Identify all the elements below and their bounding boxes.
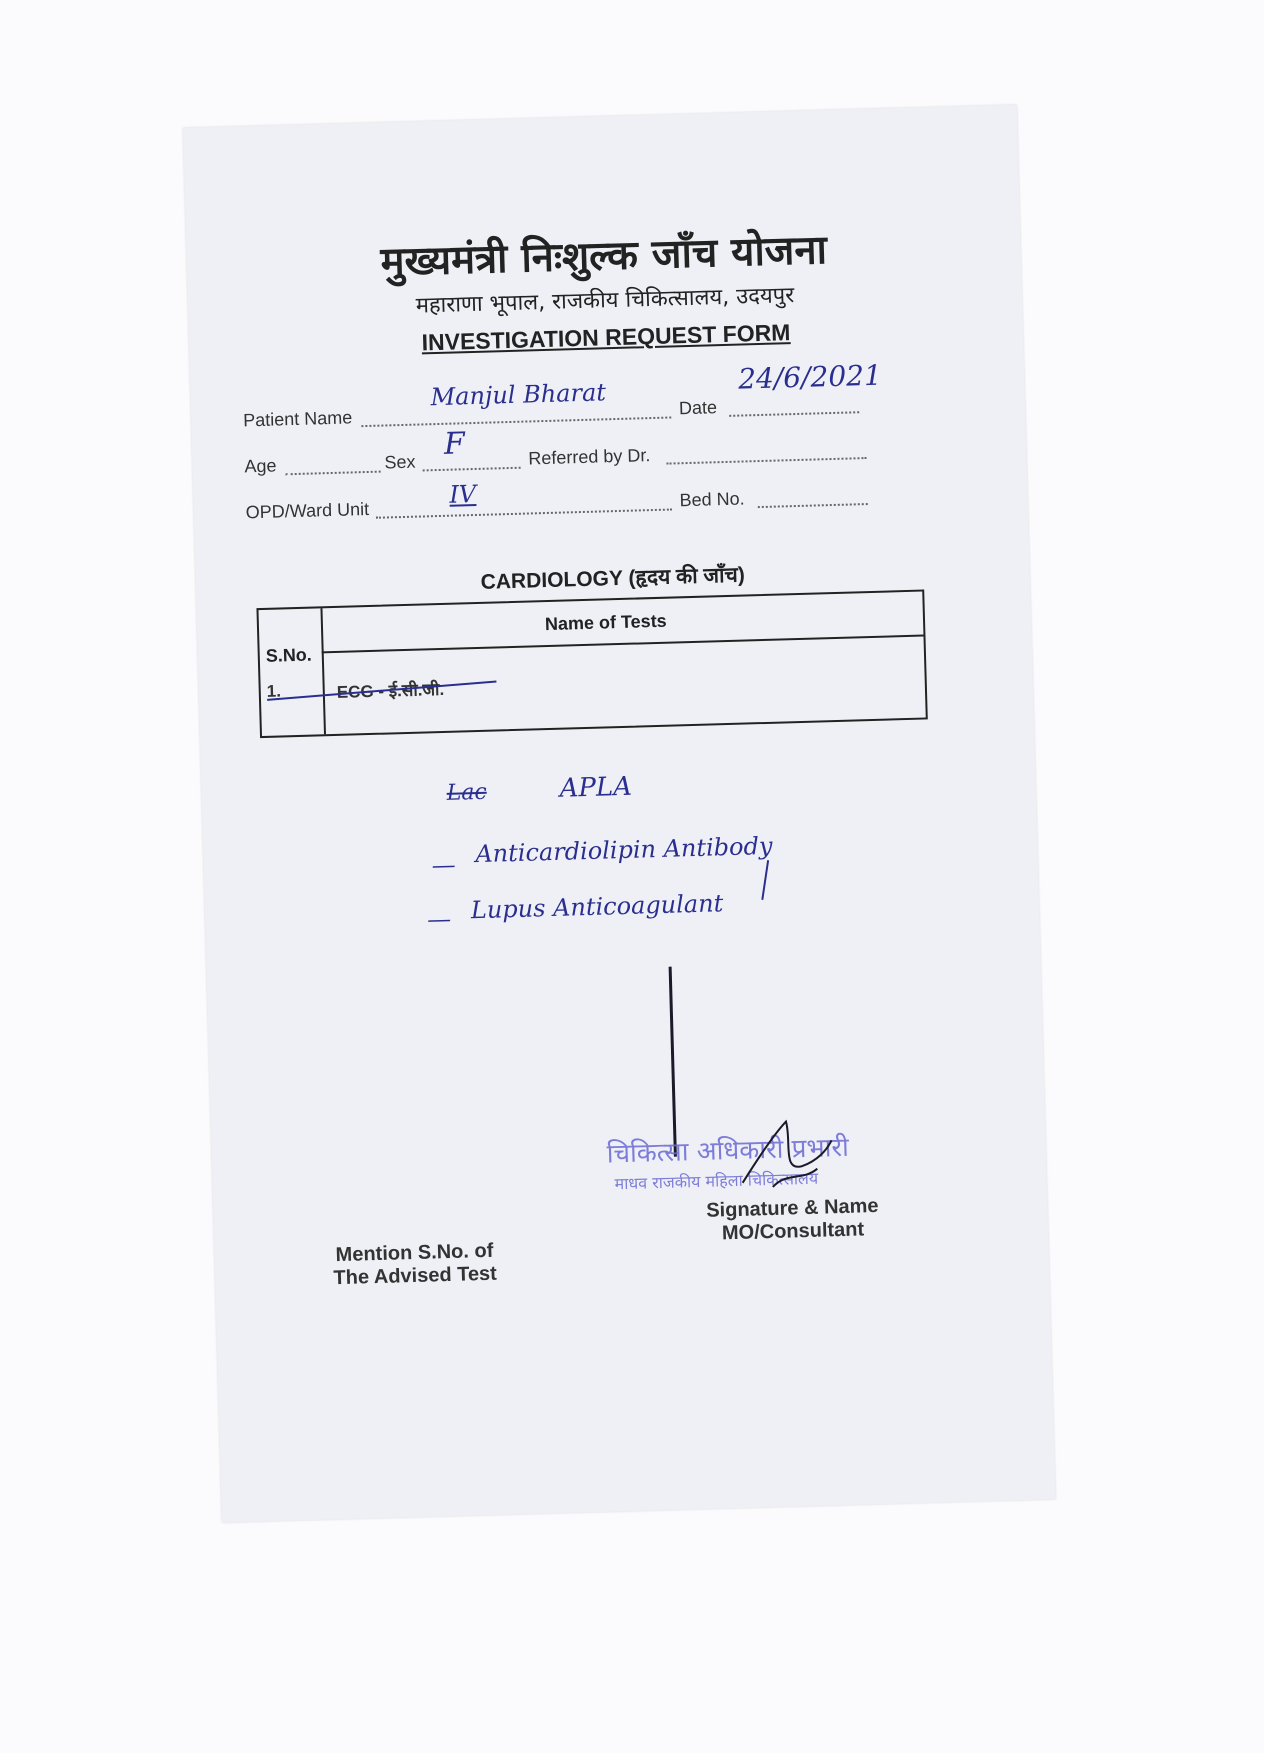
date-line xyxy=(729,411,859,417)
table-row xyxy=(266,675,506,702)
handwritten-signature xyxy=(731,1110,843,1203)
hospital-name: महाराणा भूपाल, राजकीय चिकित्सालय, उदयपुर xyxy=(415,283,795,319)
patient-name-value: Manjul Bharat xyxy=(430,378,607,412)
referred-by-line xyxy=(667,457,867,465)
table-row-divider xyxy=(322,635,924,654)
patient-name-line xyxy=(361,416,671,427)
referred-by-label: Referred by Dr. xyxy=(528,445,651,469)
mention-sno-note: Mention S.No. of The Advised Test xyxy=(333,1239,498,1290)
row-test: ECG - ई.सी.जी. xyxy=(336,679,445,702)
form-title: INVESTIGATION REQUEST FORM xyxy=(421,319,791,356)
bed-no-label: Bed No. xyxy=(679,488,745,511)
sex-value: F xyxy=(443,426,466,462)
section-title: CARDIOLOGY (हृदय की जाँच) xyxy=(480,563,746,594)
note-item-2: Lupus Anticoagulant xyxy=(470,889,724,925)
bed-no-line xyxy=(758,503,868,508)
date-value: 24/6/2021 xyxy=(737,358,883,396)
note-item-1: Anticardiolipin Antibody xyxy=(474,831,773,869)
sno-header: S.No. xyxy=(265,644,313,666)
struck-note: Lac xyxy=(446,779,488,806)
investigation-request-form xyxy=(183,105,1056,1523)
note-heading: APLA xyxy=(559,771,633,804)
tests-table xyxy=(256,589,927,738)
official-stamp-line-1: चिकित्सा अधिकारी प्रभारी xyxy=(606,1132,850,1170)
note-dash-1: — xyxy=(431,850,457,880)
note-bracket xyxy=(761,860,769,900)
table-column-divider xyxy=(320,608,326,734)
opd-ward-value: IV xyxy=(448,479,477,509)
official-stamp-line-2: माधव राजकीय महिला चिकित्सालय xyxy=(614,1168,819,1194)
signature-caption: Signature & Name MO/Consultant xyxy=(705,1195,879,1245)
note-dash-2: — xyxy=(426,904,452,934)
sex-label: Sex xyxy=(384,451,416,473)
opd-ward-label: OPD/Ward Unit xyxy=(245,498,370,523)
date-label: Date xyxy=(678,397,718,419)
sex-line xyxy=(423,467,521,472)
age-label: Age xyxy=(244,455,277,477)
patient-name-label: Patient Name xyxy=(242,407,353,431)
tests-header: Name of Tests xyxy=(544,610,667,635)
signature-stroke xyxy=(669,967,677,1157)
row-sno: 1. xyxy=(266,681,282,701)
scheme-title: मुख्यमंत्री निःशुल्क जाँच योजना xyxy=(379,227,828,286)
age-line xyxy=(286,471,381,476)
opd-ward-line xyxy=(376,508,672,518)
